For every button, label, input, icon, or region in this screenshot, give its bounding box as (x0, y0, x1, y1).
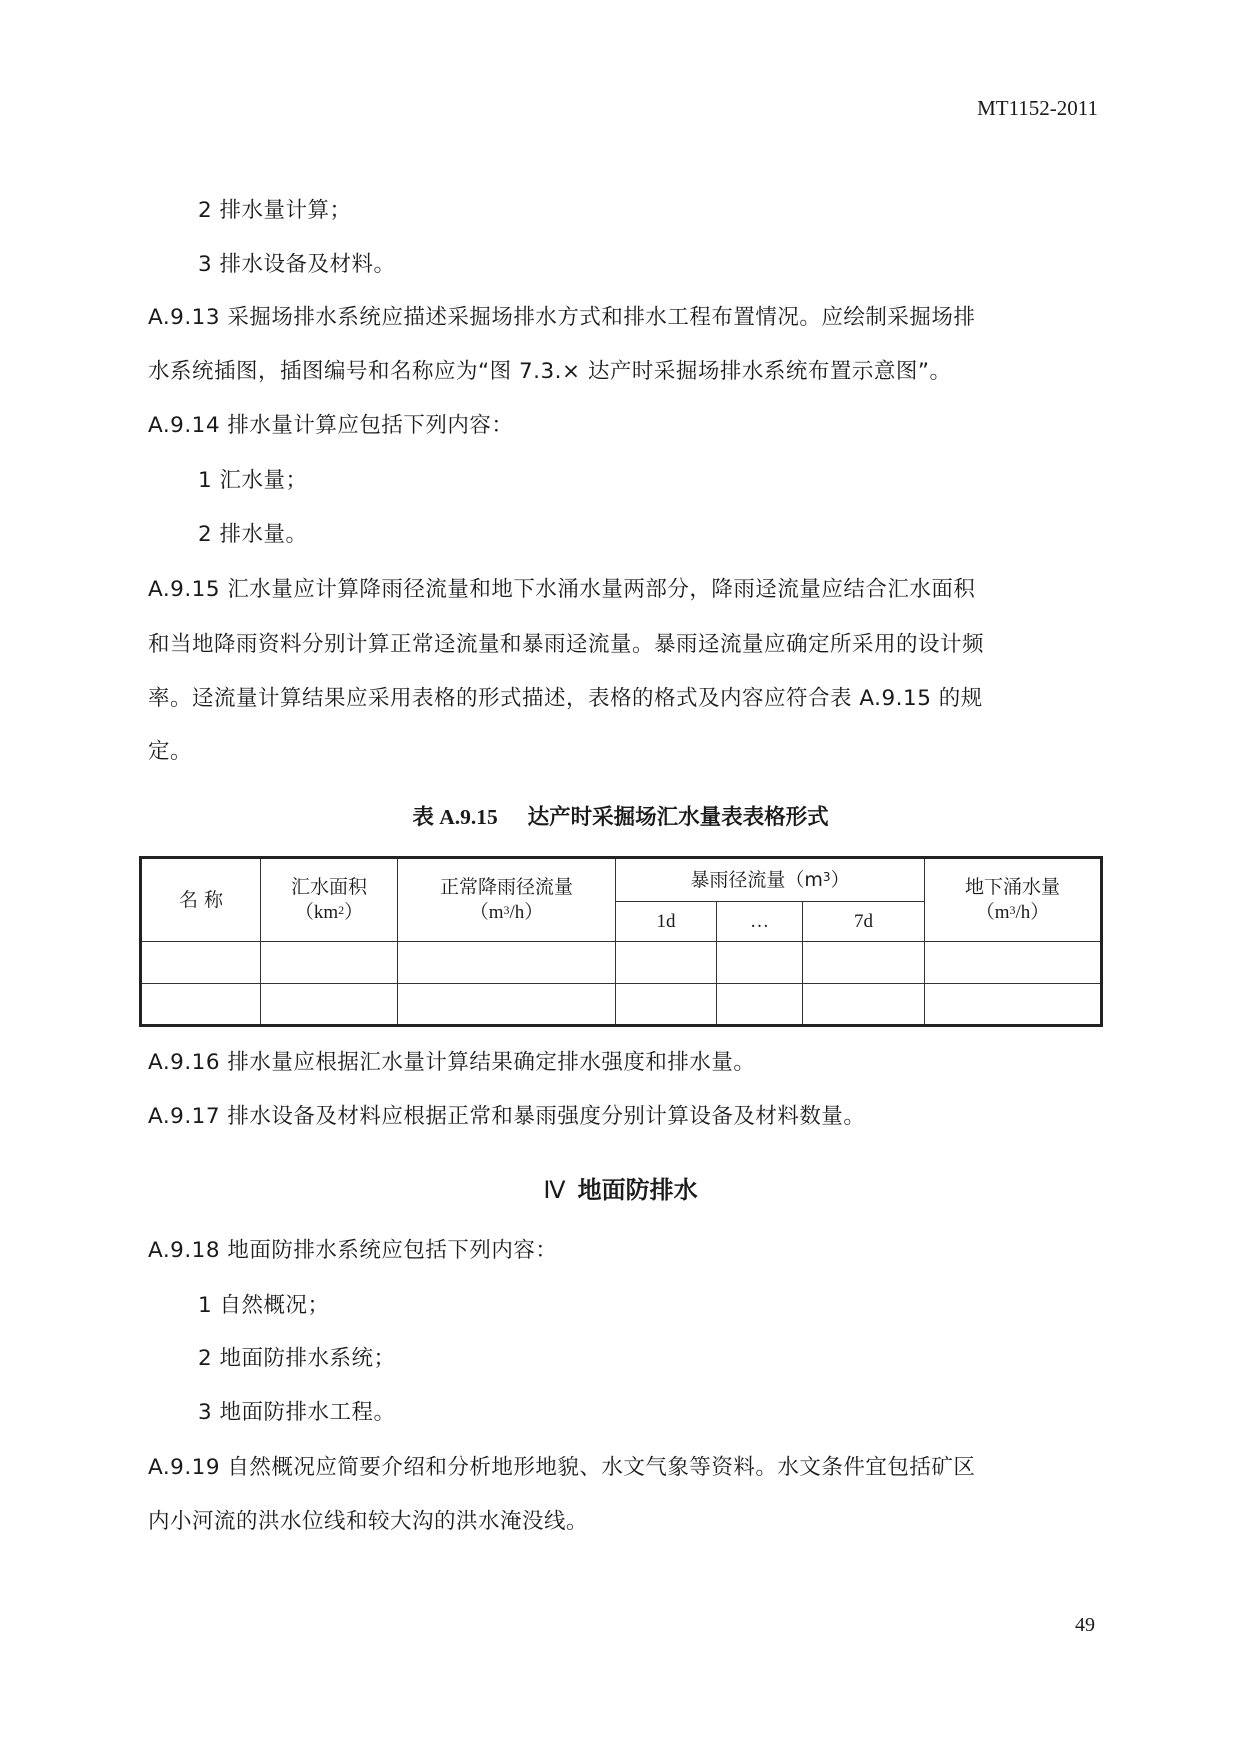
clause-text: 水系统插图，插图编号和名称应为“图 7.3.× 达产时采掘场排水系统布置示意图”。 (148, 359, 952, 384)
clause-text: 内小河流的洪水位线和较大沟的洪水淹没线。 (148, 1509, 589, 1534)
clause-a-9-16: A.9.16 排水量应根据汇水量计算结果确定排水强度和排水量。 (148, 1050, 756, 1075)
clause-a-9-18: A.9.18 地面防排水系统应包括下列内容： (148, 1238, 558, 1263)
clause-a-9-17: A.9.17 排水设备及材料应根据正常和暴雨强度分别计算设备及材料数量。 (148, 1104, 866, 1129)
clause-text: 定。 (148, 739, 193, 764)
catchment-table (139, 856, 1103, 1027)
header-catchment-area: 汇水面积 $(km^2)$ (261, 858, 398, 942)
page-number: 49 (1075, 1614, 1095, 1636)
clause-a-9-15: A.9.15 汇水量应计算降雨径流量和地下水涌水量两部分，降雨迳流量应结合汇水面积 (148, 577, 976, 602)
header-7d: 7d (803, 902, 925, 942)
section-heading (0, 1170, 1241, 1205)
header-storm-runoff: 暴雨径流量$(m^3)$ (616, 858, 925, 902)
clause-text: 和当地降雨资料分别计算正常迳流量和暴雨迳流量。暴雨迳流量应确定所采用的设计频 (148, 632, 985, 657)
list-item: 1 自然概况； (198, 1293, 330, 1318)
table-caption (0, 800, 1241, 831)
list-item: 2 排水量。 (198, 522, 308, 547)
section-number: Ⅳ (543, 1178, 566, 1204)
clause-a-9-13: A.9.13 采掘场排水系统应描述采掘场排水方式和排水工程布置情况。应绘制采掘场排 (148, 305, 976, 330)
list-item: 1 汇水量； (198, 468, 308, 493)
header-ellipsis: … (717, 902, 803, 942)
table-row (141, 984, 1102, 1026)
header-normal-runoff: 正常降雨径流量 $(m^3/h)$ (398, 858, 616, 942)
document-code: MT1152-2011 (977, 96, 1098, 120)
clause-text: 率。迳流量计算结果应采用表格的形式描述，表格的格式及内容应符合表 A.9.15 的规 (148, 686, 983, 711)
list-item: 3 地面防排水工程。 (198, 1400, 396, 1425)
list-item: 2 地面防排水系统； (198, 1346, 396, 1371)
header-1d: 1d (616, 902, 717, 942)
table-caption-text: 达产时采掘场汇水量表表格形式 (527, 805, 829, 830)
list-item: 2 排水量计算； (198, 198, 352, 223)
section-title: 地面防排水 (577, 1176, 698, 1204)
header-groundwater-inflow: 地下涌水量 $(m^3/h)$ (925, 858, 1102, 942)
list-item: 3 排水设备及材料。 (198, 252, 396, 277)
clause-a-9-19: A.9.19 自然概况应简要介绍和分析地形地貌、水文气象等资料。水文条件宜包括矿区 (148, 1455, 976, 1480)
table-caption-number: 表 A.9.15 (412, 805, 498, 829)
header-name: 名 称 (141, 858, 261, 942)
table-row (141, 942, 1102, 984)
clause-a-9-14: A.9.14 排水量计算应包括下列内容： (148, 413, 514, 438)
